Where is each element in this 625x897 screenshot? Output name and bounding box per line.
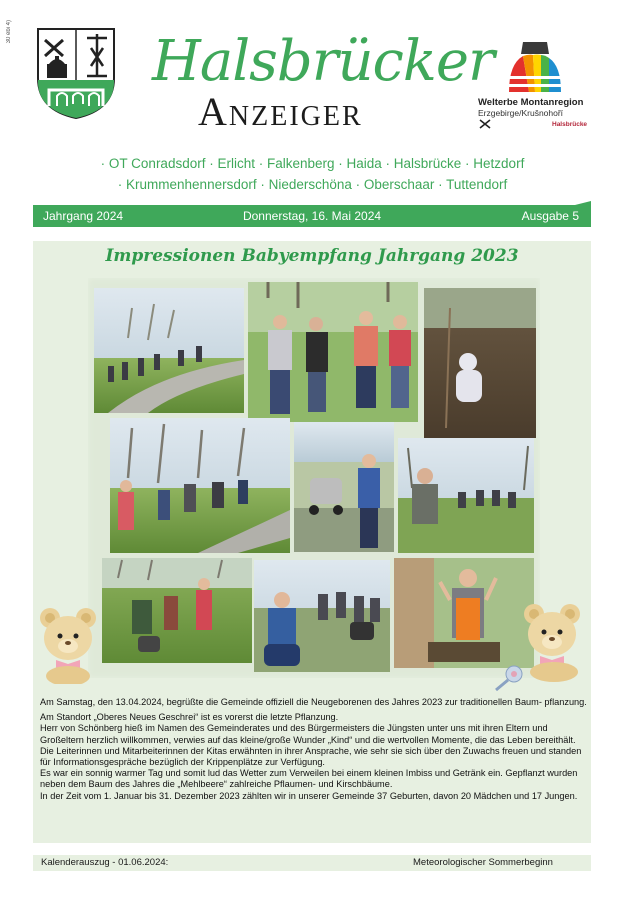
- calendar-date: Kalenderauszug - 01.06.2024:: [41, 857, 169, 868]
- rattle-icon: [492, 664, 524, 692]
- article-headline: Impressionen Babyempfang Jahrgang 2023: [105, 246, 519, 266]
- article-body: [40, 697, 588, 802]
- photo-walkers: [94, 288, 244, 413]
- photo-collage: [88, 278, 540, 678]
- photo-meadow-group: [102, 558, 252, 663]
- hammer-and-pick-icon: [478, 119, 494, 129]
- calendar-event: Meteorologischer Sommerbeginn: [413, 857, 553, 868]
- teddy-bear-right-icon: [516, 602, 586, 682]
- welterbe-montanregion-logo: [505, 40, 565, 94]
- photo-apron-man: [394, 558, 534, 668]
- logo-line-3: Halsbrücke: [552, 121, 588, 128]
- article-paragraph-5: Es war ein sonnig warmer Tag und somit lud das Wetter zum Verweilen bei einem kleinen Imbiss und Getränk ein. Gepflanzt wurden neben dem Baum des Jahres die „Mehlbeere“ zahlreiche Pflaumen- und Kirschbäume.: [40, 768, 578, 790]
- article-paragraph-6: In der Zeit vom 1. Januar bis 31. Dezember 2023 zählten wir in unserer Gemeinde 37 Geburten, davon 20 Mädchen und 17 Jungen.: [40, 790, 578, 801]
- article-paragraph-1: Am Samstag, den 13.04.2024, begrüßte die Gemeinde offiziell die Neugeborenen des Jahres 2023 zur traditionellen Baum- pflanzung.: [40, 697, 587, 707]
- issue-date: Donnerstag, 16. Mai 2024: [242, 209, 382, 223]
- article-paragraph-4: Die Leiterinnen und Mitarbeiterinnen der Kitas erwähnten in ihrer Ansprache, wie sehr sie sich über den Zuwachs freuen und standen für Informationsgespräche bezüglich der Krippenplätze zur Verfügung.: [40, 745, 582, 768]
- masthead-subtitle: Anzeiger: [198, 89, 363, 134]
- districts-line-2: · Krummenhennersdorf · Niederschöna · Oberschaar · Tuttendorf: [117, 177, 508, 192]
- photo-group: [248, 282, 418, 422]
- logo-line-1: Welterbe Montanregion: [478, 97, 584, 108]
- photo-baby-tree: [424, 288, 536, 438]
- photo-planting-meadow: [110, 418, 290, 553]
- article-paragraph-2: Am Standort „Oberes Neues Geschrei“ ist es vorerst die letzte Pflanzung.: [40, 712, 339, 723]
- volume-label: Jahrgang 2024: [43, 209, 124, 223]
- issue-info-band: [33, 205, 591, 227]
- photo-crowd: [398, 438, 534, 553]
- masthead-title: Halsbrücker: [152, 29, 494, 94]
- logo-line-2: Erzgebirge/Krušnohoří: [478, 108, 564, 118]
- article-paragraph-3: Herr von Schönberg hieß im Namen des Gemeinderates und des Bürgermeisters die Jüngsten unter uns mit ihren Eltern und Großeltern herzlich willkommen, verwies auf das kleine/große Wunder „Kind“ und die wertvollen Momente, die das Leben bereithält.: [40, 723, 576, 745]
- photo-stroller: [294, 422, 394, 552]
- districts-line-1: · OT Conradsdorf · Erlicht · Falkenberg · Haida · Halsbrücke · Hetzdorf: [100, 156, 525, 171]
- print-code: 30 ebi 4): [6, 20, 12, 44]
- teddy-bear-left-icon: [34, 604, 104, 684]
- issue-number: Ausgabe 5: [521, 209, 579, 223]
- photo-families: [254, 560, 390, 672]
- coat-of-arms-icon: [35, 26, 117, 120]
- calendar-footer: [33, 855, 591, 871]
